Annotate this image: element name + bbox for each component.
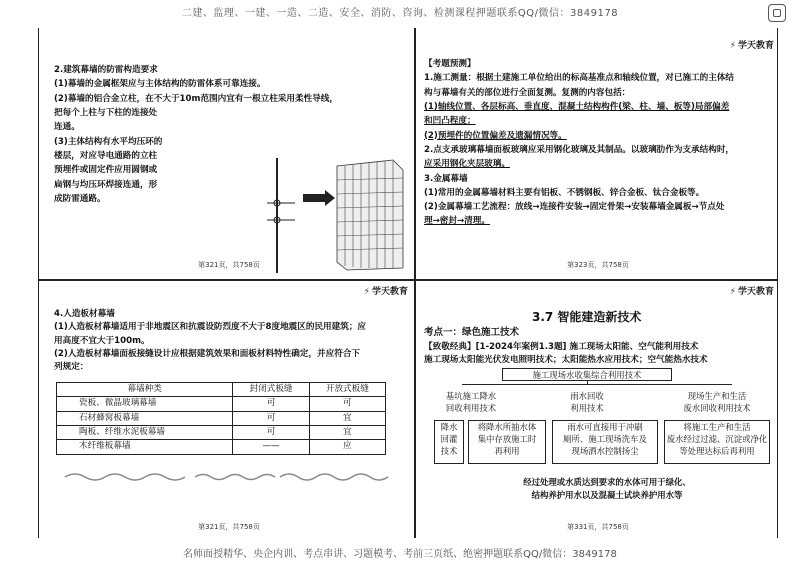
table-header: 开放式板缝 <box>309 383 385 397</box>
text-line: 3.金属幕墙 <box>424 173 468 184</box>
scan-icon[interactable] <box>768 4 786 22</box>
text-line: (2)金属幕墙工艺流程：放线→连接件安装→固定骨架→安装幕墙金属板→节点处 <box>424 202 725 213</box>
panel-bottom-right <box>422 286 774 536</box>
text-line: 楼层，对应导电通路的立柱 <box>54 150 158 161</box>
table-cell: 可 <box>233 411 309 425</box>
text-line: (3)主体结构有水平均压环的 <box>54 136 163 147</box>
table-cell: 木纤维板幕墙 <box>57 440 233 454</box>
text-line: (1)幕墙的金属框架应与主体结构的防雷体系可靠连接。 <box>54 79 266 90</box>
table-cell: —— <box>233 440 309 454</box>
diagram-connector <box>462 384 732 385</box>
text-line: (1)人造板材幕墙适用于非地震区和抗震设防烈度不大于8度地震区的民用建筑；应 <box>54 322 367 333</box>
diagram-leaf-treated-reuse: 将施工生产和生活 废水经过过滤、沉淀或净化 等处理达标后再利用 <box>664 420 770 464</box>
table-row <box>57 440 386 454</box>
text-line: 把每个上柱与下柱的连接处 <box>54 107 158 118</box>
table-row <box>57 411 386 425</box>
diagram-node-pit-dewatering: 基坑施工降水 回收利用技术 <box>430 390 512 416</box>
table-header-row <box>57 383 386 397</box>
text-line: 扁钢与均压环焊接连通，形 <box>54 179 158 190</box>
brand-logo: ⚡ 学天教育 <box>729 41 774 51</box>
panel-top-right <box>422 40 774 276</box>
illegible-smudge <box>60 470 390 484</box>
text-line: 2.点支承玻璃幕墙面板玻璃应采用钢化玻璃及其制品。以玻璃肋作为支承结构时， <box>424 144 735 155</box>
panel-joint-table <box>56 382 386 455</box>
text-line: 连通。 <box>54 122 80 133</box>
curtain-wall-illustration <box>265 158 405 273</box>
table-cell: 石材蜂窝板幕墙 <box>57 411 233 425</box>
exam-point: 考点一：绿色施工技术 <box>424 327 520 338</box>
table-cell: 可 <box>233 425 309 439</box>
brand-logo: ⚡ 学天教育 <box>729 287 774 297</box>
table-cell: 瓷板、微晶玻璃幕墙 <box>57 397 233 411</box>
text-line: 预埋件或固定件应用圆钢或 <box>54 165 158 176</box>
text-line: (2)幕墙的铝合金立柱，在不大于10m范围内宜有一根立柱采用柔性导线， <box>54 93 338 104</box>
diagram-node-rainwater: 雨水回收 利用技术 <box>547 390 627 416</box>
bottom-promo-banner: 名师面授精华、央企内训、考点串讲、习题模考、考前三页纸、绝密押题联系QQ/微信：3849178 <box>183 549 617 560</box>
text-line: 列规定： <box>54 362 89 373</box>
section-title: 3.7 智能建造新技术 <box>532 310 642 324</box>
brand-bolt-icon: ⚡ <box>363 287 370 297</box>
section-heading: 2.建筑幕墙的防雷构造要求 <box>54 65 158 75</box>
text-line: (2)预埋件的位置偏差及遗漏情况等。 <box>424 130 567 141</box>
top-promo-banner: 二建、监理、一建、一造、二造、安全、消防、咨询、检测课程押题联系QQ/微信：3849178 <box>181 8 619 19</box>
page-number: 第331页，共758页 <box>567 523 629 531</box>
diagram-leaf-reuse: 将降水所抽水体 集中存放施工时 再利用 <box>468 420 546 464</box>
diagram-note: 经过处理或水质达到要求的水体可用于绿化、 结构养护用水以及混凝土试块养护用水等 <box>523 477 691 501</box>
table-cell: 宜 <box>309 425 385 439</box>
table-header: 幕墙种类 <box>57 383 233 397</box>
table-row <box>57 397 386 411</box>
horizontal-divider <box>38 279 778 281</box>
table-header: 封闭式板缝 <box>233 383 309 397</box>
text-line: (2)人造板材幕墙面板接缝设计应根据建筑效果和面板材料特性确定，并应符合下 <box>54 348 361 359</box>
table-cell: 应 <box>309 440 385 454</box>
diagram-connector <box>587 381 588 385</box>
brand-logo: ⚡ 学天教育 <box>363 287 408 297</box>
text-line: (1)常用的金属幕墙材料主要有铝板、不锈钢板、锌合金板、钛合金板等。 <box>424 187 705 198</box>
text-line: 1.施工测量：根据土建施工单位给出的标高基准点和轴线位置，对已施工的主体结 <box>424 73 735 84</box>
text-line: (1)轴线位置、各层标高、垂直度、混凝土结构构件(梁、柱、墙、板等)局部偏差 <box>424 101 730 112</box>
section-heading: 4.人造板材幕墙 <box>54 309 115 319</box>
page-number: 第323页，共758页 <box>567 261 629 269</box>
table-cell: 宜 <box>309 411 385 425</box>
text-line: 构与幕墙有关的部位进行全面复测。复测的内容包括： <box>424 87 631 98</box>
panel-bottom-left <box>50 286 408 536</box>
panel-top-left <box>50 40 408 276</box>
text-line: 施工现场太阳能光伏发电照明技术；太阳能热水应用技术；空气能热水技术 <box>424 355 708 366</box>
table-row <box>57 425 386 439</box>
brand-bolt-icon: ⚡ <box>729 287 736 297</box>
page-number: 第321页，共758页 <box>198 261 260 269</box>
text-line: 成防雷通路。 <box>54 193 106 204</box>
page-number: 第321页，共758页 <box>198 523 260 531</box>
text-line: 用高度不宜大于100m。 <box>54 335 150 346</box>
vertical-divider <box>414 28 416 538</box>
text-line: 理→密封→清理。 <box>424 216 490 227</box>
brand-bolt-icon: ⚡ <box>729 41 736 51</box>
table-cell: 可 <box>309 397 385 411</box>
diagram-node-wastewater: 现场生产和生活 废水回收利用技术 <box>667 390 767 416</box>
exam-tag: 【考题预测】 <box>424 59 476 69</box>
diagram-root-box: 施工现场水收集综合利用技术 <box>502 368 672 381</box>
table-cell: 陶板、纤维水泥板幕墙 <box>57 425 233 439</box>
diagram-leaf-recharge: 降水 回灌 技术 <box>434 420 464 464</box>
text-line: 应采用钢化夹层玻璃。 <box>424 159 510 170</box>
text-line: 【致敬经典】[1-2024年案例1.3题] 施工现场太阳能、空气能利用技术 <box>424 341 699 352</box>
table-cell: 可 <box>233 397 309 411</box>
diagram-leaf-rain-use: 雨水可直接用于冲刷 厕所、施工现场洗车及 现场洒水控制扬尘 <box>552 420 658 464</box>
text-line: 和凹凸程度； <box>424 116 476 127</box>
